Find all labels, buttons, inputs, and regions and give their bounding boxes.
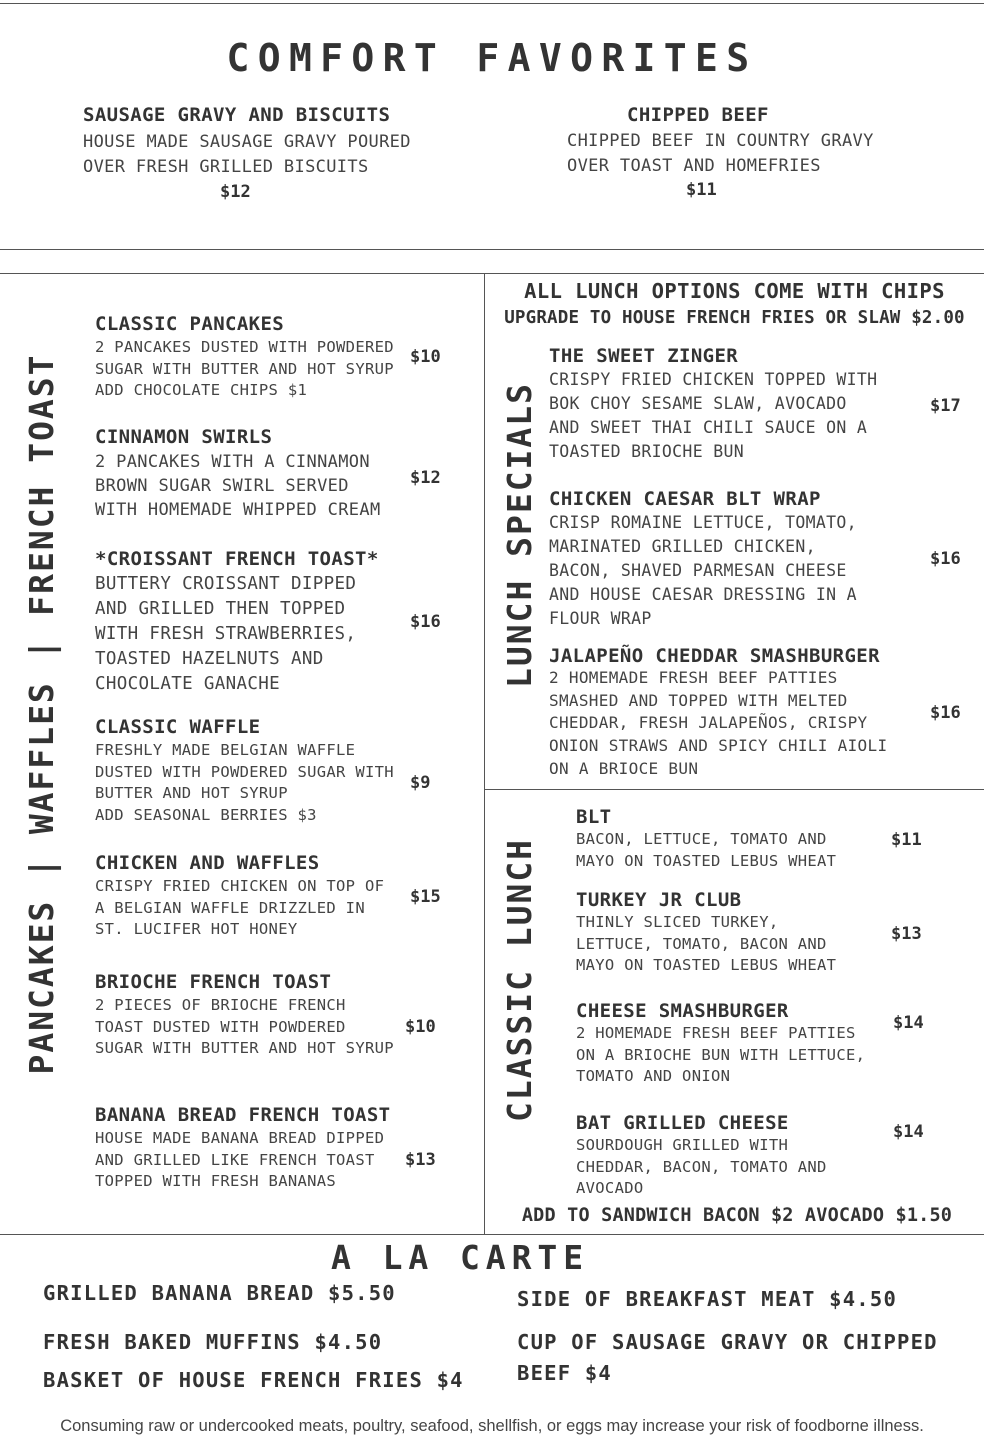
- menu-item: [567, 104, 947, 200]
- item-name: CHEESE SMASHBURGER: [576, 1000, 789, 1022]
- item-name: JALAPEÑO CHEDDAR SMASHBURGER: [549, 645, 880, 667]
- food-safety-disclaimer: Consuming raw or undercooked meats, poultry, seafood, shellfish, or eggs may increase your risk of foodborne illness.: [60, 1417, 924, 1435]
- item-name: BRIOCHE FRENCH TOAST: [95, 971, 332, 993]
- item-name: BANANA BREAD FRENCH TOAST: [95, 1104, 391, 1126]
- item-description: CRISPY FRIED CHICKEN TOPPED WITH BOK CHOY SESAME SLAW, AVOCADO AND SWEET THAI CHILI SAUCE ON A TOASTED BRIOCHE BUN: [549, 370, 878, 461]
- lunch-heading: ALL LUNCH OPTIONS COME WITH CHIPS: [524, 279, 945, 303]
- item-description: THINLY SLICED TURKEY, LETTUCE, TOMATO, BACON AND MAYO ON TOASTED LEBUS WHEAT: [576, 913, 837, 974]
- item-description: CRISPY FRIED CHICKEN ON TOP OF A BELGIAN WAFFLE DRIZZLED IN ST. LUCIFER HOT HONEY: [95, 877, 385, 938]
- comfort-heading: COMFORT FAVORITES: [226, 36, 758, 80]
- menu-item: [95, 971, 475, 1060]
- item-name: BLT: [576, 806, 612, 828]
- item-name: CHIPPED BEEF: [627, 104, 769, 126]
- menu-item: [576, 806, 876, 872]
- a-la-carte-item: CUP OF SAUSAGE GRAVY OR CHIPPED BEEF $4: [517, 1330, 938, 1385]
- menu-item: [83, 104, 463, 202]
- divider-lunch: [485, 789, 984, 790]
- item-price: $11: [686, 180, 717, 200]
- item-description: CRISP ROMAINE LETTUCE, TOMATO, MARINATED GRILLED CHICKEN, BACON, SHAVED PARMESAN CHEESE AND HOUSE CAESAR DRESSING IN A FLOUR WRAP: [549, 513, 857, 628]
- item-price: $11: [891, 830, 922, 850]
- menu-item: [95, 1104, 475, 1193]
- item-name: CINNAMON SWIRLS: [95, 426, 273, 448]
- item-price: $16: [410, 612, 441, 632]
- item-price: $9: [410, 773, 431, 793]
- item-price: $13: [891, 924, 922, 944]
- item-description: 2 HOMEMADE FRESH BEEF PATTIES ON A BRIOCHE BUN WITH LETTUCE, TOMATO AND ONION: [576, 1024, 866, 1085]
- item-price: $16: [930, 703, 961, 723]
- item-name: SAUSAGE GRAVY AND BISCUITS: [83, 104, 391, 126]
- item-price: $16: [930, 549, 961, 569]
- item-price: $17: [930, 396, 961, 416]
- divider-menu-bottom: [0, 1234, 984, 1235]
- item-name: TURKEY JR CLUB: [576, 889, 742, 911]
- item-description: FRESHLY MADE BELGIAN WAFFLE DUSTED WITH POWDERED SUGAR WITH BUTTER AND HOT SYRUP ADD SEASONAL BERRIES $3: [95, 741, 394, 824]
- lunch-section-label: LUNCH SPECIALS: [500, 382, 539, 688]
- item-price: $12: [220, 182, 251, 202]
- lunch-upgrade-note: UPGRADE TO HOUSE FRENCH FRIES OR SLAW $2.00: [504, 308, 965, 328]
- item-price: $10: [410, 347, 441, 367]
- item-name: *CROISSANT FRENCH TOAST*: [95, 548, 379, 570]
- divider-column: [484, 273, 485, 1235]
- item-price: $14: [893, 1013, 924, 1033]
- item-description: SOURDOUGH GRILLED WITH CHEDDAR, BACON, TOMATO AND AVOCADO: [576, 1136, 827, 1197]
- item-description: 2 PANCAKES WITH A CINNAMON BROWN SUGAR SWIRL SERVED WITH HOMEMADE WHIPPED CREAM: [95, 452, 381, 520]
- item-name: CLASSIC PANCAKES: [95, 313, 285, 335]
- top-border: [0, 3, 984, 4]
- item-name: BAT GRILLED CHEESE: [576, 1112, 789, 1134]
- menu-item: [576, 1112, 876, 1200]
- item-name: CLASSIC WAFFLE: [95, 716, 261, 738]
- a-la-carte-item: FRESH BAKED MUFFINS $4.50: [43, 1330, 383, 1354]
- menu-item: [576, 889, 876, 977]
- item-description: 2 PIECES OF BRIOCHE FRENCH TOAST DUSTED WITH POWDERED SUGAR WITH BUTTER AND HOT SYRUP: [95, 996, 394, 1057]
- item-description: 2 PANCAKES DUSTED WITH POWDERED SUGAR WITH BUTTER AND HOT SYRUP ADD CHOCOLATE CHIPS $1: [95, 338, 394, 399]
- item-price: $14: [893, 1122, 924, 1142]
- menu-item: [549, 645, 919, 781]
- item-description: HOUSE MADE BANANA BREAD DIPPED AND GRILLED LIKE FRENCH TOAST TOPPED WITH FRESH BANANAS: [95, 1129, 385, 1190]
- item-description: 2 HOMEMADE FRESH BEEF PATTIES SMASHED AND TOPPED WITH MELTED CHEDDAR, FRESH JALAPEÑOS, CRISPY ONION STRAWS AND SPICY CHILI AIOLI ON A BRIOCE BUN: [549, 668, 888, 778]
- menu-item: [95, 716, 475, 826]
- a-la-carte-heading: A LA CARTE: [330, 1238, 590, 1277]
- item-name: CHICKEN AND WAFFLES: [95, 852, 320, 874]
- a-la-carte-item: SIDE OF BREAKFAST MEAT $4.50: [517, 1287, 898, 1311]
- sandwich-addon-note: ADD TO SANDWICH BACON $2 AVOCADO $1.50: [521, 1205, 953, 1226]
- item-description: HOUSE MADE SAUSAGE GRAVY POURED OVER FRESH GRILLED BISCUITS: [83, 132, 411, 177]
- breakfast-section-label: PANCAKES | WAFFLES | FRENCH TOAST: [22, 353, 61, 1075]
- menu-item: [549, 345, 909, 464]
- item-price: $12: [410, 468, 441, 488]
- menu-item: [549, 488, 909, 631]
- item-name: CHICKEN CAESAR BLT WRAP: [549, 488, 821, 510]
- classic-lunch-section-label: CLASSIC LUNCH: [500, 837, 539, 1122]
- item-description: BACON, LETTUCE, TOMATO AND MAYO ON TOASTED LEBUS WHEAT: [576, 830, 837, 870]
- item-price: $13: [405, 1150, 436, 1170]
- item-name: THE SWEET ZINGER: [549, 345, 739, 367]
- item-description: CHIPPED BEEF IN COUNTRY GRAVY OVER TOAST AND HOMEFRIES: [567, 131, 874, 176]
- divider-menu-top: [0, 273, 984, 274]
- item-description: BUTTERY CROISSANT DIPPED AND GRILLED THEN TOPPED WITH FRESH STRAWBERRIES, TOASTED HAZELNUTS AND CHOCOLATE GANACHE: [95, 574, 357, 694]
- a-la-carte-item: BASKET OF HOUSE FRENCH FRIES $4: [43, 1368, 464, 1392]
- menu-item: [576, 1000, 886, 1088]
- item-price: $15: [410, 887, 441, 907]
- divider-comfort: [0, 249, 984, 250]
- item-price: $10: [405, 1017, 436, 1037]
- a-la-carte-item: GRILLED BANANA BREAD $5.50: [43, 1281, 396, 1305]
